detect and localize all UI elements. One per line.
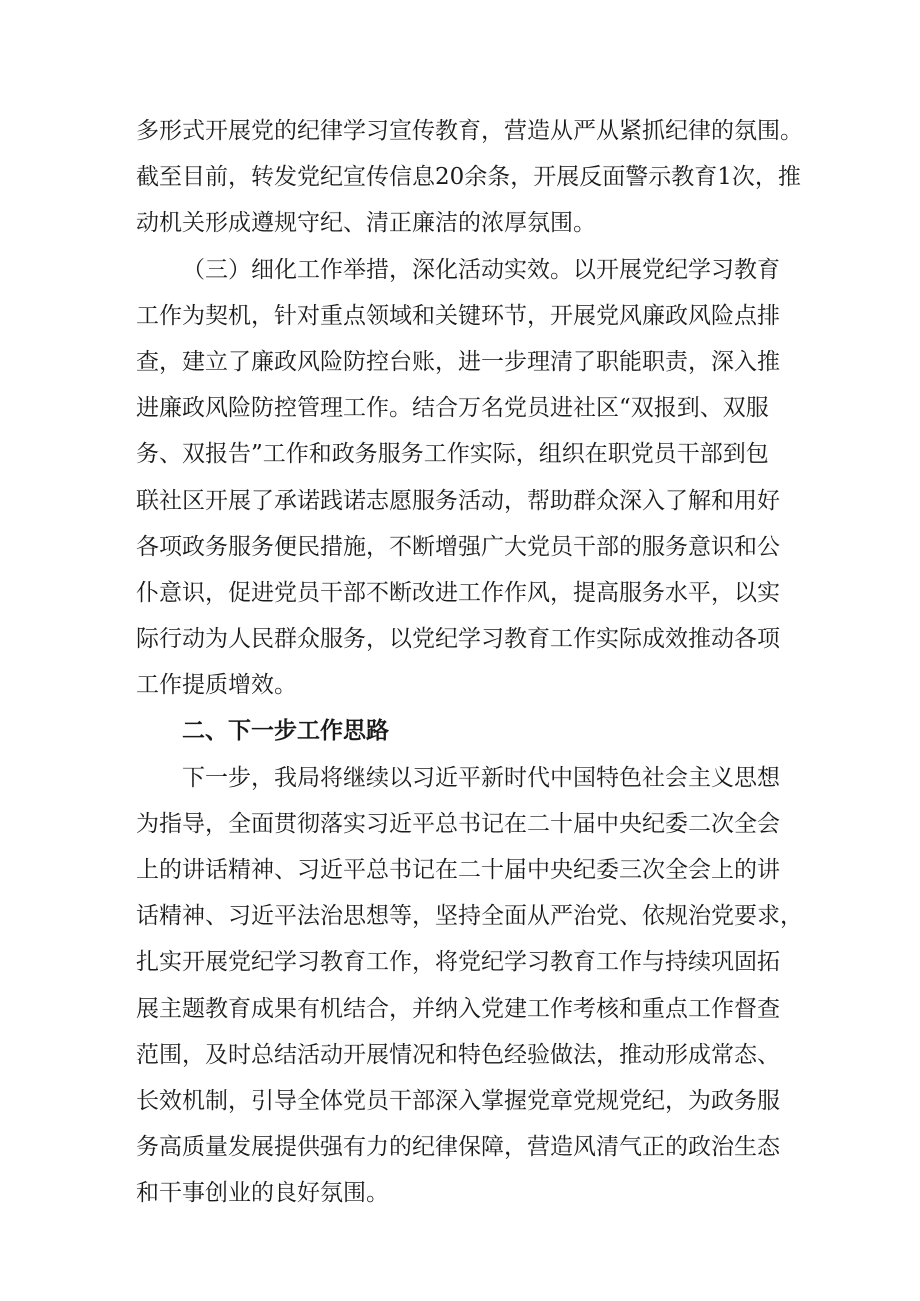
- text-line: 为指导，全面贯彻落实习近平总书记在二十届中央纪委二次全会: [136, 810, 780, 837]
- paragraph-work-measures: [136, 247, 796, 709]
- text-line: 扎实开展党纪学习教育工作，将党纪学习教育工作与持续巩固拓: [136, 949, 780, 976]
- text-line: 上的讲话精神、习近平总书记在二十届中央纪委三次全会上的讲: [136, 857, 780, 883]
- text-line: 联社区开展了承诺践诺志愿服务活动，帮助群众深入了解和用好: [136, 487, 780, 514]
- document-body: [136, 108, 803, 1217]
- text-line: 务、双报告”工作和政务服务工作实际，组织在职党员干部到包: [136, 441, 769, 468]
- text-line: 下一步，我局将继续以习近平新时代中国特色社会主义思想: [182, 764, 780, 791]
- text-line: 话精神、习近平法治思想等，坚持全面从严治党、依规治党要求，: [136, 903, 803, 930]
- text-line: 务高质量发展提供强有力的纪律保障，营造风清气正的政治生态: [136, 1134, 780, 1161]
- text-line: 查，建立了廉政风险防控台账，进一步理清了职能职责，深入推: [136, 348, 780, 375]
- text-line: 工作为契机，针对重点领域和关键环节，开展党风廉政风险点排: [136, 302, 780, 329]
- text-line: （三）细化工作举措，深化活动实效。以开展党纪学习教育: [182, 256, 780, 283]
- text-line: 截至目前，转发党纪宣传信息20余条，开展反面警示教育1次，推: [136, 164, 801, 191]
- text-line: 进廉政风险防控管理工作。结合万名党员进社区“双报到、双服: [136, 395, 769, 422]
- text-line: 际行动为人民群众服务，以党纪学习教育工作实际成效推动各项: [136, 626, 780, 653]
- text-line: 多形式开展党的纪律学习宣传教育，营造从严从紧抓纪律的氛围。: [136, 118, 803, 144]
- text-line: 动机关形成遵规守纪、清正廉洁的浓厚氛围。: [136, 210, 596, 237]
- text-line: 和干事创业的良好氛围。: [136, 1180, 389, 1207]
- section-heading: 二、下一步工作思路: [182, 718, 389, 745]
- text-line: 展主题教育成果有机结合，并纳入党建工作考核和重点工作督查: [136, 995, 780, 1022]
- text-line: 范围，及时总结活动开展情况和特色经验做法，推动形成常态、: [136, 1041, 780, 1068]
- text-line: 工作提质增效。: [136, 672, 297, 699]
- paragraph-continuation: [136, 108, 803, 247]
- text-line: 各项政务服务便民措施，不断增强广大党员干部的服务意识和公: [136, 533, 780, 560]
- text-line: 仆意识，促进党员干部不断改进工作作风，提高服务水平，以实: [136, 579, 780, 606]
- paragraph-next-steps: [136, 755, 803, 1217]
- text-line: 长效机制，引导全体党员干部深入掌握党章党规党纪，为政务服: [136, 1087, 780, 1114]
